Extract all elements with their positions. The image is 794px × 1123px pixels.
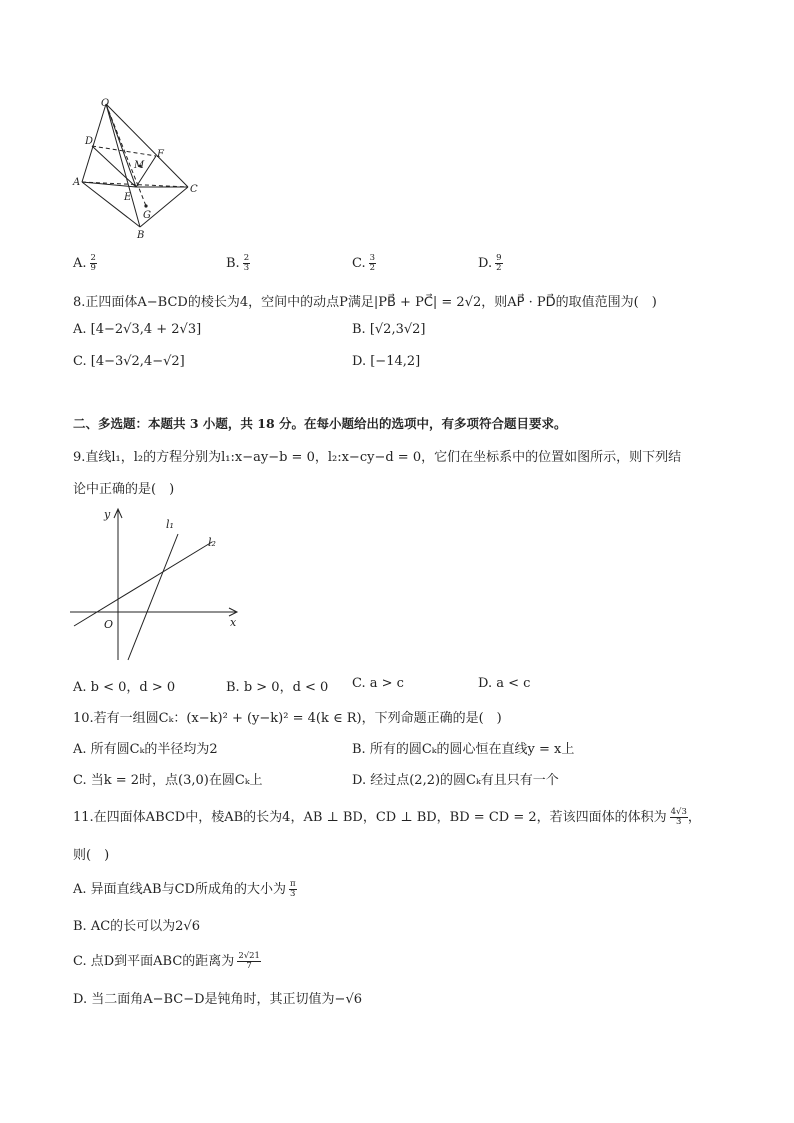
q10-option-a[interactable]: A. 所有圆Cₖ的半径均为2 <box>73 742 218 757</box>
q11-option-b[interactable]: B. AC的长可以为2√6 <box>73 919 200 934</box>
q8-option-a[interactable]: A. [4−2√3,4 + 2√3] <box>73 322 202 337</box>
q9-stem-line1: 9.直线l₁，l₂的方程分别为l₁:x−ay−b = 0，l₂:x−cy−d = 0，它们在坐标系中的位置如图所示，则下列结 <box>73 450 682 465</box>
label-G: G <box>143 210 151 221</box>
label-B: B <box>137 230 145 240</box>
axis-x-label: x <box>230 616 237 629</box>
q10-option-d[interactable]: D. 经过点(2,2)的圆Cₖ有且只有一个 <box>352 773 559 788</box>
q7-option-d[interactable]: D. $\frac{9}{2}$ <box>478 253 502 273</box>
axis-y-label: y <box>104 508 111 521</box>
q8-option-c[interactable]: C. [4−3√2,4−√2] <box>73 354 185 369</box>
q11-option-a[interactable]: A. 异面直线AB与CD所成角的大小为 $\frac{\pi}{3}$ <box>73 879 296 899</box>
q11-stem-line1: 11.在四面体ABCD中，棱AB的长为4，AB ⊥ BD，CD ⊥ BD，BD = CD = 2，若该四面体的体积为 $\frac{4√3}{3}$ ， <box>73 807 701 827</box>
q8-option-d[interactable]: D. [−14,2] <box>352 354 421 369</box>
line-l2-label: l₂ <box>208 536 216 549</box>
label-M: M <box>134 160 145 171</box>
label-D: D <box>85 136 94 147</box>
q11-stem-line2: 则( ) <box>73 848 110 863</box>
origin-label: O <box>104 618 114 631</box>
q10-option-c[interactable]: C. 当k = 2时，点(3,0)在圆Cₖ上 <box>73 773 263 788</box>
q8-stem: 8.正四面体A−BCD的棱长为4，空间中的动点P满足|PB⃗ + PC⃗| = 2√2，则AP⃗ · PD⃗的取值范围为( ) <box>73 295 657 310</box>
q7-option-a[interactable]: A. $\frac{2}{9}$ <box>73 253 96 273</box>
q9-option-d[interactable]: D. a < c <box>478 676 531 691</box>
q8-option-b[interactable]: B. [√2,3√2] <box>352 322 426 337</box>
label-F: F <box>157 149 164 160</box>
q10-option-b[interactable]: B. 所有的圆Cₖ的圆心恒在直线y = x上 <box>352 742 575 757</box>
q9-option-a[interactable]: A. b < 0，d > 0 <box>73 680 176 695</box>
line-l1-label: l₁ <box>166 518 174 531</box>
q9-option-c[interactable]: C. a > c <box>352 676 404 691</box>
q7-option-b[interactable]: B. $\frac{2}{3}$ <box>226 253 250 273</box>
section-heading-multiple-choice: 二、多选题：本题共 3 小题，共 18 分。在每小题给出的选项中，有多项符合题目要求。 <box>73 416 567 431</box>
lines-coordinate-figure <box>66 504 246 664</box>
q9-stem-line2: 论中正确的是( ) <box>73 482 175 497</box>
tetrahedron-figure <box>68 96 208 240</box>
label-E: E <box>124 192 132 203</box>
label-O: O <box>101 98 110 109</box>
q11-option-d[interactable]: D. 当二面角A−BC−D是钝角时，其正切值为−√6 <box>73 992 363 1007</box>
label-C: C <box>190 184 198 195</box>
q10-stem: 10.若有一组圆Cₖ：(x−k)² + (y−k)² = 4(k ∈ R)，下列命题正确的是( ) <box>73 711 502 726</box>
q7-option-c[interactable]: C. $\frac{3}{2}$ <box>352 253 376 273</box>
label-A: A <box>73 177 81 188</box>
q11-option-c[interactable]: C. 点D到平面ABC的距离为 $\frac{2√21}{7}$ <box>73 951 260 971</box>
q9-option-b[interactable]: B. b > 0，d < 0 <box>226 680 329 695</box>
